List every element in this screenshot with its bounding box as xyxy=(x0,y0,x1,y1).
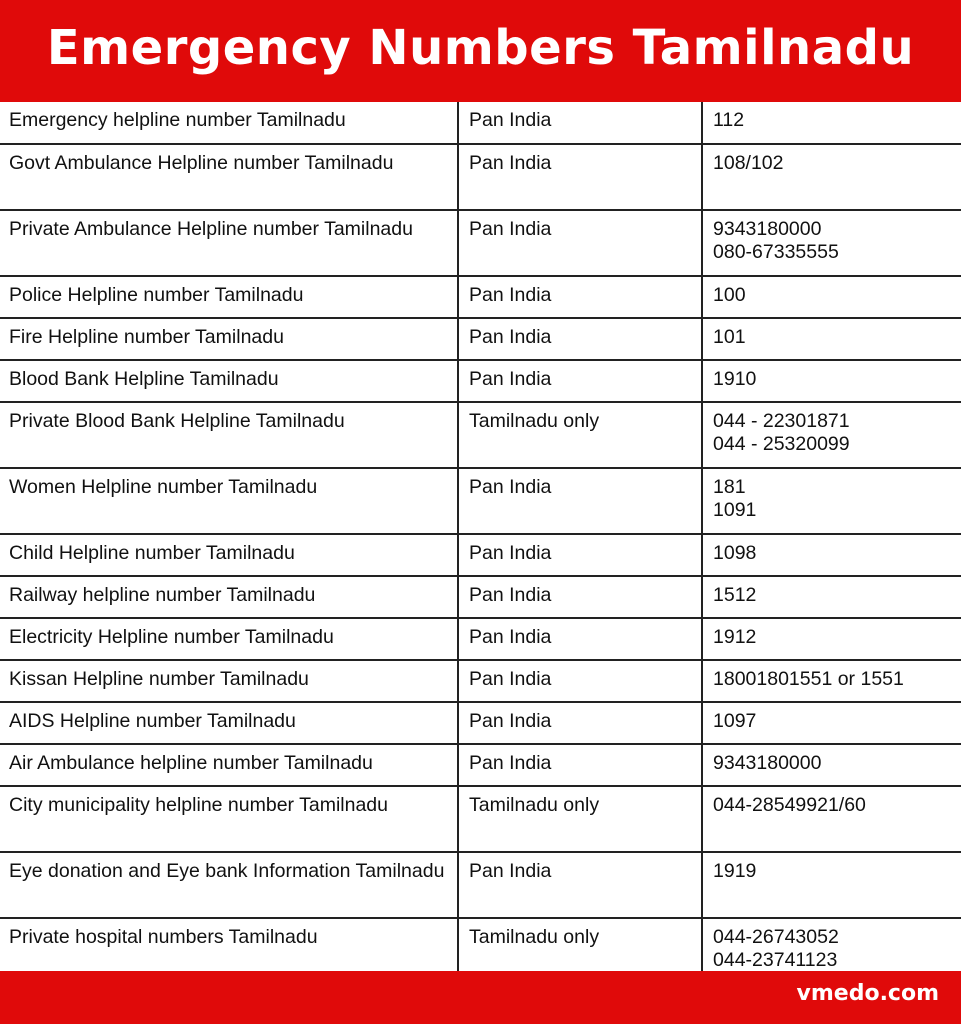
number-cell xyxy=(702,102,961,144)
service-cell: Private Blood Bank Helpline Tamilnadu xyxy=(0,402,458,468)
number-cell xyxy=(702,618,961,660)
coverage-cell: Pan India xyxy=(458,852,702,918)
service-cell: Eye donation and Eye bank Information Tamilnadu xyxy=(0,852,458,918)
service-cell: City municipality helpline number Tamilnadu xyxy=(0,786,458,852)
service-cell: Private hospital numbers Tamilnadu xyxy=(0,918,458,979)
number-cell xyxy=(702,210,961,276)
table-row xyxy=(0,468,961,534)
coverage-cell: Pan India xyxy=(458,468,702,534)
phone-number: 044-23741123 xyxy=(713,949,838,971)
phone-number: 18001801551 or 1551 xyxy=(713,668,904,690)
phone-number: 1097 xyxy=(713,710,757,732)
footer-banner xyxy=(0,971,961,1024)
coverage-cell: Pan India xyxy=(458,102,702,144)
coverage-cell: Pan India xyxy=(458,276,702,318)
coverage-cell: Pan India xyxy=(458,210,702,276)
phone-number: 9343180000 xyxy=(713,218,822,240)
phone-number: 9343180000 xyxy=(713,752,822,774)
table-row xyxy=(0,660,961,702)
coverage-cell: Tamilnadu only xyxy=(458,918,702,979)
number-cell xyxy=(702,918,961,979)
table-row xyxy=(0,402,961,468)
phone-number: 1512 xyxy=(713,584,757,606)
brand-label: vmedo.com xyxy=(796,981,939,1006)
table-row xyxy=(0,318,961,360)
service-cell: Railway helpline number Tamilnadu xyxy=(0,576,458,618)
service-cell: AIDS Helpline number Tamilnadu xyxy=(0,702,458,744)
service-cell: Fire Helpline number Tamilnadu xyxy=(0,318,458,360)
number-cell xyxy=(702,852,961,918)
number-cell xyxy=(702,744,961,786)
service-cell: Electricity Helpline number Tamilnadu xyxy=(0,618,458,660)
coverage-cell: Tamilnadu only xyxy=(458,402,702,468)
helpline-table-body xyxy=(0,102,961,979)
service-cell: Private Ambulance Helpline number Tamilnadu xyxy=(0,210,458,276)
coverage-cell: Pan India xyxy=(458,576,702,618)
phone-number: 044-26743052 xyxy=(713,926,839,948)
service-cell: Kissan Helpline number Tamilnadu xyxy=(0,660,458,702)
phone-number: 100 xyxy=(713,284,746,306)
phone-number: 112 xyxy=(713,109,745,131)
coverage-cell: Pan India xyxy=(458,660,702,702)
phone-number: 1091 xyxy=(713,499,757,521)
service-cell: Women Helpline number Tamilnadu xyxy=(0,468,458,534)
coverage-cell: Pan India xyxy=(458,744,702,786)
phone-number: 1919 xyxy=(713,860,757,882)
table-row xyxy=(0,276,961,318)
page-title: Emergency Numbers Tamilnadu xyxy=(46,20,915,76)
table-row xyxy=(0,852,961,918)
phone-number: 044 - 22301871 xyxy=(713,410,850,432)
table-row xyxy=(0,744,961,786)
service-cell: Blood Bank Helpline Tamilnadu xyxy=(0,360,458,402)
table-row xyxy=(0,102,961,144)
phone-number: 044-28549921/60 xyxy=(713,794,866,816)
service-cell: Govt Ambulance Helpline number Tamilnadu xyxy=(0,144,458,210)
number-cell xyxy=(702,360,961,402)
number-cell xyxy=(702,702,961,744)
number-cell xyxy=(702,318,961,360)
coverage-cell: Pan India xyxy=(458,702,702,744)
phone-number: 108/102 xyxy=(713,152,784,174)
coverage-cell: Tamilnadu only xyxy=(458,786,702,852)
coverage-cell: Pan India xyxy=(458,618,702,660)
service-cell: Air Ambulance helpline number Tamilnadu xyxy=(0,744,458,786)
table-row xyxy=(0,786,961,852)
service-cell: Emergency helpline number Tamilnadu xyxy=(0,102,458,144)
number-cell xyxy=(702,576,961,618)
coverage-cell: Pan India xyxy=(458,144,702,210)
phone-number: 1912 xyxy=(713,626,757,648)
table-row xyxy=(0,534,961,576)
phone-number: 1098 xyxy=(713,542,757,564)
number-cell xyxy=(702,402,961,468)
table-row xyxy=(0,144,961,210)
phone-number: 044 - 25320099 xyxy=(713,433,850,455)
phone-number: 080-67335555 xyxy=(713,241,839,263)
table-row xyxy=(0,918,961,979)
coverage-cell: Pan India xyxy=(458,360,702,402)
number-cell xyxy=(702,786,961,852)
number-cell xyxy=(702,276,961,318)
table-row xyxy=(0,210,961,276)
service-cell: Child Helpline number Tamilnadu xyxy=(0,534,458,576)
number-cell xyxy=(702,144,961,210)
helpline-table xyxy=(0,102,961,980)
title-banner xyxy=(0,0,961,102)
table-row xyxy=(0,576,961,618)
phone-number: 1910 xyxy=(713,368,757,390)
service-cell: Police Helpline number Tamilnadu xyxy=(0,276,458,318)
phone-number: 181 xyxy=(713,476,746,498)
coverage-cell: Pan India xyxy=(458,534,702,576)
number-cell xyxy=(702,660,961,702)
table-row xyxy=(0,360,961,402)
coverage-cell: Pan India xyxy=(458,318,702,360)
phone-number: 101 xyxy=(713,326,746,348)
table-row xyxy=(0,702,961,744)
table-row xyxy=(0,618,961,660)
number-cell xyxy=(702,534,961,576)
number-cell xyxy=(702,468,961,534)
